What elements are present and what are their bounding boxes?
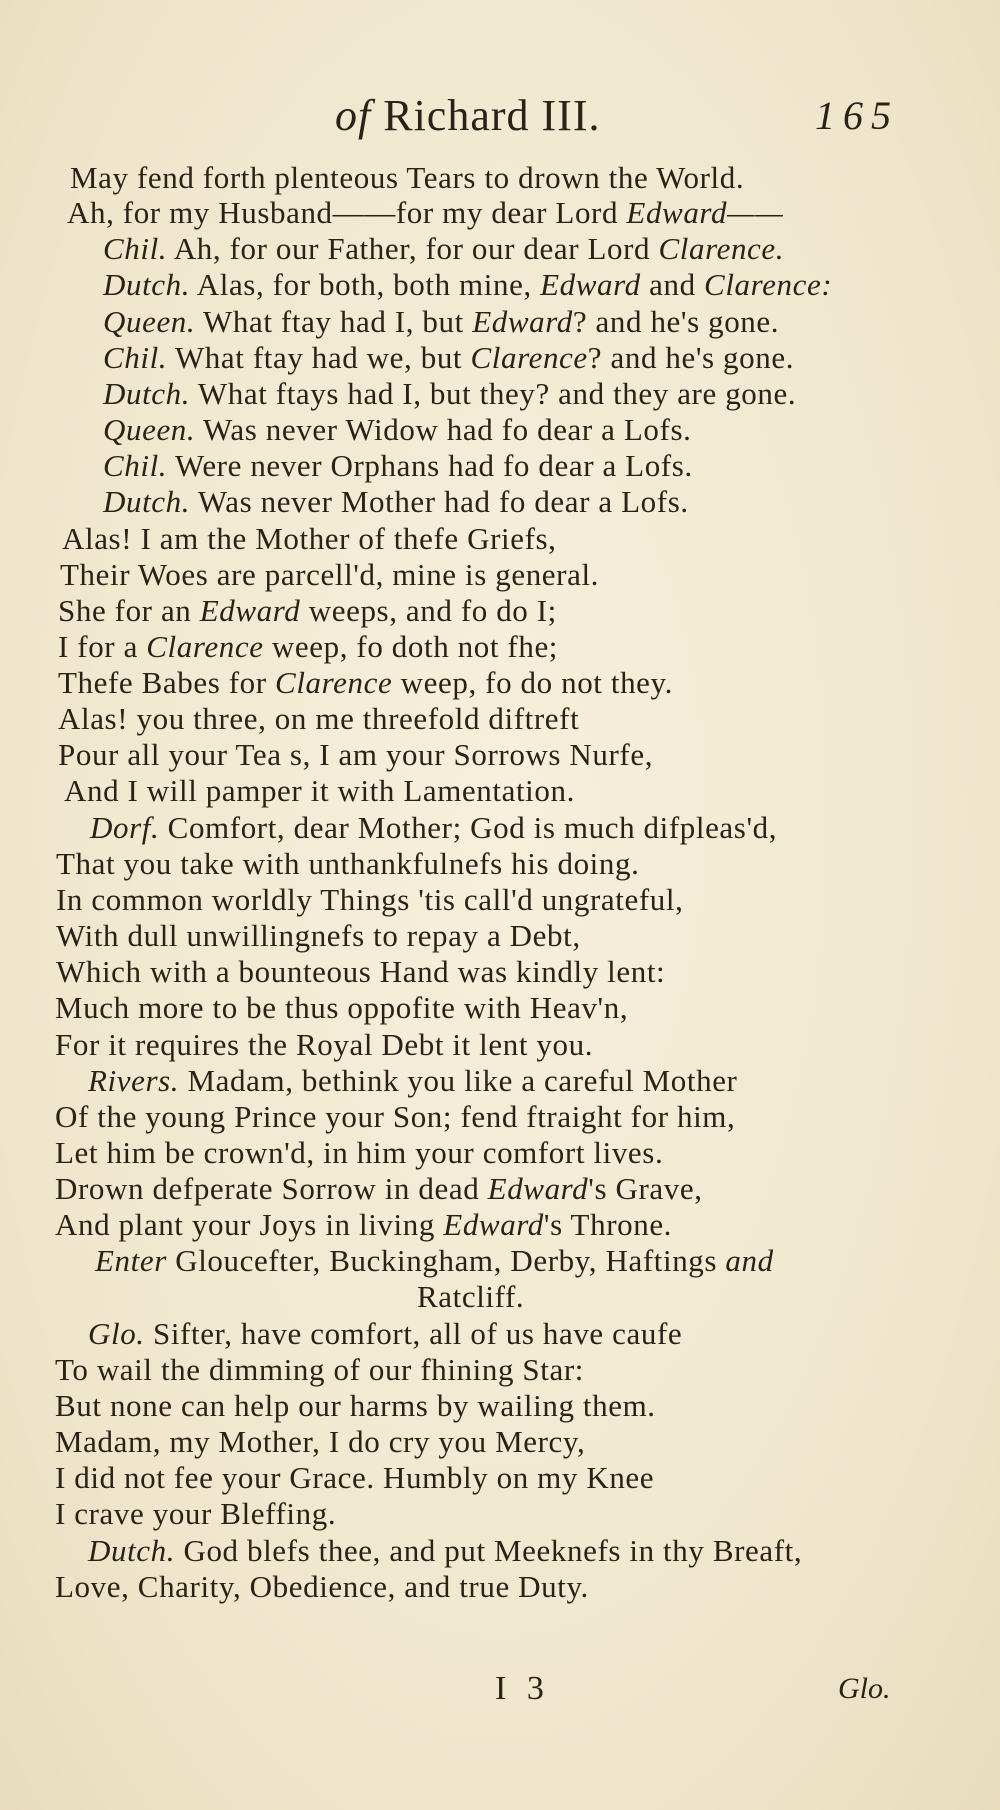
text-run: What ftays had I, but they? and they are gone.	[190, 376, 797, 411]
text-run: Was never Widow had fo dear a Lofs.	[195, 412, 692, 447]
text-run: weep, fo do not they.	[392, 665, 673, 700]
speech-line	[103, 340, 794, 376]
speaker-name: Queen.	[103, 412, 196, 447]
verse-line	[55, 1388, 656, 1424]
speaker-name: Glo.	[88, 1316, 145, 1351]
text-run: Madam, my Mother, I do cry you Mercy,	[55, 1424, 586, 1459]
verse-line	[56, 918, 581, 954]
text-run: Ah, for my Husband——for my dear Lord	[67, 195, 627, 230]
text-run: Ratcliff.	[417, 1279, 525, 1314]
text-run: Ah, for our Father, for our dear Lord	[167, 231, 659, 266]
text-run: With dull unwillingnefs to repay a Debt,	[56, 918, 581, 953]
text-run: 's Throne.	[543, 1207, 673, 1242]
speech-line	[103, 304, 779, 340]
speaker-name: Dorf.	[90, 810, 160, 845]
page-footer	[0, 1670, 1000, 1720]
verse-line	[56, 846, 639, 882]
title-text: Richard III.	[371, 91, 601, 140]
speech-line	[88, 1063, 737, 1099]
text-run: Love, Charity, Obedience, and true Duty.	[55, 1569, 589, 1604]
verse-line	[64, 773, 575, 809]
title-prefix: of	[335, 91, 372, 140]
text-run: Comfort, dear Mother; God is much difpleas'd,	[159, 810, 778, 845]
text-run: That you take with unthankfulnefs his doing.	[56, 846, 640, 881]
verse-line	[55, 990, 628, 1026]
verse-line	[58, 665, 673, 701]
verse-line	[55, 1027, 593, 1063]
text-run: Madam, bethink you like a careful Mother	[179, 1063, 738, 1098]
verse-line	[62, 521, 557, 557]
italic-run: Clarence	[470, 340, 588, 375]
italic-run: and	[725, 1243, 774, 1278]
text-run: And plant your Joys in living	[55, 1207, 444, 1242]
speech-line	[103, 448, 693, 484]
running-header	[0, 90, 1000, 150]
verse-line	[56, 882, 683, 918]
verse-line	[55, 1207, 672, 1243]
italic-run: Clarence	[146, 629, 264, 664]
text-run: I for a	[58, 629, 147, 664]
text-run: Sifter, have comfort, all of us have caufe	[144, 1316, 683, 1351]
text-run: Was never Mother had fo dear a Lofs.	[190, 484, 689, 519]
text-run: Alas! you three, on me threefold diftreft	[58, 701, 580, 736]
text-run: Alas! I am the Mother of thefe Griefs,	[62, 521, 557, 556]
verse-line	[55, 1569, 589, 1605]
text-run: God blefs thee, and put Meeknefs in thy Breaft,	[175, 1533, 803, 1568]
speech-line	[103, 231, 784, 267]
italic-run: Edward	[472, 304, 573, 339]
text-run: May fend forth plenteous Tears to drown the World.	[70, 160, 745, 195]
italic-run: Edward	[443, 1207, 544, 1242]
text-run: ? and he's gone.	[572, 304, 780, 339]
speaker-name: Chil.	[103, 231, 168, 266]
italic-run: Enter	[95, 1243, 167, 1278]
verse-line	[58, 737, 653, 773]
text-run: Alas, for both, both mine,	[190, 267, 541, 302]
italic-run: Edward	[199, 593, 301, 628]
speech-line	[90, 810, 777, 846]
speaker-name: Dutch.	[88, 1533, 176, 1568]
text-run: In common worldly Things 'tis call'd ungrateful,	[56, 882, 684, 917]
italic-run: Edward	[540, 267, 641, 302]
speech-line	[103, 412, 691, 448]
verse-line	[67, 195, 783, 231]
speaker-name: Dutch.	[103, 484, 191, 519]
speech-line	[103, 267, 832, 303]
text-run: 's Grave,	[588, 1171, 703, 1206]
speaker-name: Queen.	[103, 304, 196, 339]
text-run: And I will pamper it with Lamentation.	[64, 773, 575, 808]
text-run: But none can help our harms by wailing them.	[55, 1388, 656, 1423]
stage-direction	[95, 1243, 774, 1279]
speaker-name: Dutch.	[103, 267, 191, 302]
text-run: Their Woes are parcell'd, mine is general.	[60, 557, 600, 592]
italic-run: Edward	[487, 1171, 589, 1206]
text-run: and	[640, 267, 705, 302]
text-run: Much more to be thus oppofite with Heav'n,	[55, 990, 629, 1025]
italic-run: Clarence:	[704, 267, 833, 302]
verse-line	[55, 1135, 663, 1171]
speech-line	[88, 1533, 802, 1569]
text-run: ? and he's gone.	[587, 340, 795, 375]
verse-line	[55, 1352, 584, 1388]
text-run: Which with a bounteous Hand was kindly lent:	[56, 954, 666, 989]
text-run: What ftay had I, but	[195, 304, 473, 339]
verse-line	[58, 701, 579, 737]
text-run: Gloucefter, Buckingham, Derby, Haftings	[166, 1243, 726, 1278]
speaker-name: Chil.	[103, 448, 168, 483]
running-title	[335, 90, 600, 141]
text-run: For it requires the Royal Debt it lent you.	[55, 1027, 594, 1062]
stage-direction	[417, 1279, 524, 1315]
verse-line	[55, 1496, 336, 1532]
speaker-name: Rivers.	[88, 1063, 180, 1098]
text-run: Pour all your Tea s, I am your Sorrows Nurfe,	[58, 737, 654, 772]
italic-run: Clarence	[275, 665, 393, 700]
text-run: Let him be crown'd, in him your comfort lives.	[55, 1135, 664, 1170]
verse-line	[55, 1171, 703, 1207]
speaker-name: Dutch.	[103, 376, 191, 411]
verse-line	[58, 629, 558, 665]
verse-line	[55, 1424, 585, 1460]
text-run: I did not fee your Grace. Humbly on my Knee	[55, 1460, 655, 1495]
verse-line	[70, 160, 744, 196]
verse-line	[60, 557, 599, 593]
text-run: Thefe Babes for	[58, 665, 276, 700]
italic-run: Edward——	[626, 195, 784, 230]
catchword: Glo.	[838, 1672, 891, 1705]
text-run: What ftay had we, but	[167, 340, 471, 375]
speech-line	[88, 1316, 682, 1352]
text-run: weep, fo doth not fhe;	[263, 629, 559, 664]
speaker-name: Chil.	[103, 340, 168, 375]
verse-line	[58, 593, 557, 629]
text-run: I crave your Bleffing.	[55, 1496, 337, 1531]
verse-line	[56, 954, 665, 990]
signature-mark: I 3	[495, 1670, 550, 1707]
page-number: 165	[815, 93, 899, 138]
text-run: She for an	[58, 593, 200, 628]
speech-line	[103, 376, 796, 412]
verse-line	[55, 1099, 735, 1135]
text-run: Were never Orphans had fo dear a Lofs.	[167, 448, 693, 483]
text-run: weeps, and fo do I;	[300, 593, 557, 628]
verse-line	[55, 1460, 654, 1496]
text-run: Of the young Prince your Son; fend ftraight for him,	[55, 1099, 736, 1134]
text-run: Drown defperate Sorrow in dead	[55, 1171, 488, 1206]
speech-line	[103, 484, 689, 520]
italic-run: Clarence.	[658, 231, 785, 266]
text-run: To wail the dimming of our fhining Star:	[55, 1352, 584, 1387]
